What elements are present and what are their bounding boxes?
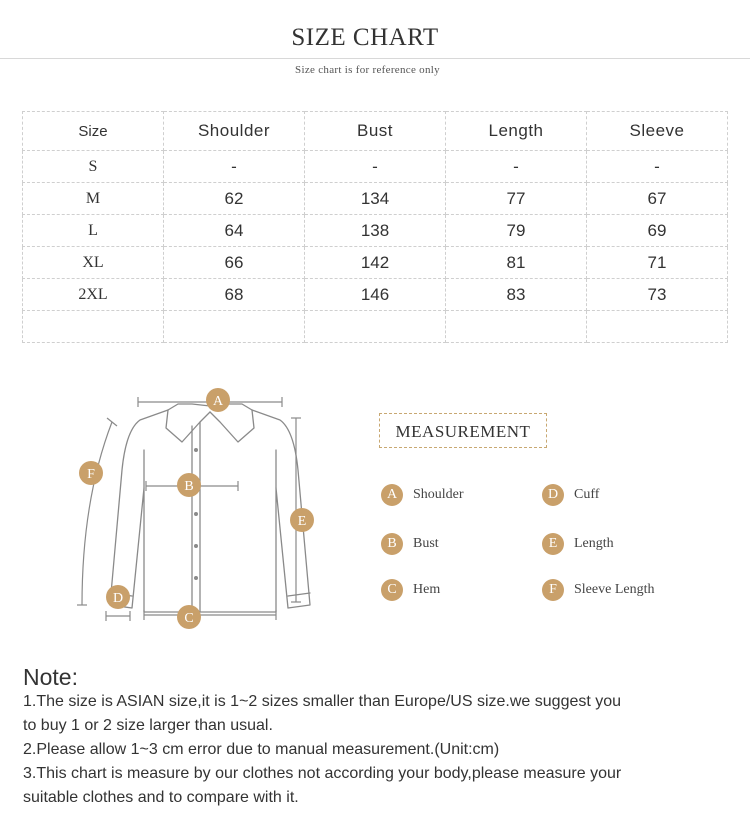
table-cell: 73 xyxy=(587,279,728,311)
table-cell: 68 xyxy=(164,279,305,311)
legend-badge: D xyxy=(542,484,564,506)
measurement-heading: MEASUREMENT xyxy=(379,413,547,448)
table-row xyxy=(23,183,728,215)
table-cell: 69 xyxy=(587,215,728,247)
table-cell: 62 xyxy=(164,183,305,215)
marker-e xyxy=(290,508,314,532)
note-line: suitable clothes and to compare with it. xyxy=(23,789,299,806)
title-divider xyxy=(0,58,750,59)
legend-badge: B xyxy=(381,533,403,555)
table-cell: 138 xyxy=(305,215,446,247)
legend-item-hem xyxy=(381,579,440,601)
page-subtitle: Size chart is for reference only xyxy=(295,64,440,76)
column-header-length: Length xyxy=(446,112,587,151)
table-row xyxy=(23,247,728,279)
shirt-buttons xyxy=(194,448,198,580)
table-cell: - xyxy=(446,151,587,183)
note-section xyxy=(23,664,723,810)
legend-item-bust xyxy=(381,533,439,555)
table-cell: 146 xyxy=(305,279,446,311)
svg-text:D: D xyxy=(112,591,124,606)
legend-badge: F xyxy=(542,579,564,601)
legend-item-sleeve-length xyxy=(542,579,654,601)
note-line: 2.Please allow 1~3 cm error due to manual measurement.(Unit:cm) xyxy=(23,741,500,758)
table-row-empty xyxy=(23,311,728,343)
table-cell: 64 xyxy=(164,215,305,247)
svg-text:A: A xyxy=(212,394,224,409)
legend-badge: C xyxy=(381,579,403,601)
legend-item-cuff xyxy=(542,484,599,506)
table-cell: 83 xyxy=(446,279,587,311)
table-row xyxy=(23,279,728,311)
table-cell: 2XL xyxy=(23,279,164,311)
table-row xyxy=(23,215,728,247)
note-line: to buy 1 or 2 size larger than usual. xyxy=(23,717,273,734)
legend-label: Length xyxy=(574,536,614,551)
measurement-lines xyxy=(77,397,301,621)
marker-b xyxy=(177,473,201,497)
table-cell: 67 xyxy=(587,183,728,215)
legend-item-length xyxy=(542,533,614,555)
note-line: 1.The size is ASIAN size,it is 1~2 sizes smaller than Europe/US size.we suggest you xyxy=(23,693,622,710)
shirt-outline xyxy=(110,404,310,612)
column-header-bust: Bust xyxy=(305,112,446,151)
column-header-shoulder: Shoulder xyxy=(164,112,305,151)
table-cell: 79 xyxy=(446,215,587,247)
legend-badge: E xyxy=(542,533,564,555)
column-header-size: Size xyxy=(23,112,164,151)
table-cell: 134 xyxy=(305,183,446,215)
table-cell: - xyxy=(305,151,446,183)
table-cell: - xyxy=(587,151,728,183)
table-cell: XL xyxy=(23,247,164,279)
table-cell: 142 xyxy=(305,247,446,279)
table-cell-empty xyxy=(23,311,164,343)
size-chart-table xyxy=(22,111,728,343)
table-cell: S xyxy=(23,151,164,183)
column-header-sleeve: Sleeve xyxy=(587,112,728,151)
legend-label: Hem xyxy=(413,582,441,597)
table-cell-empty xyxy=(587,311,728,343)
legend-label: Shoulder xyxy=(413,487,464,502)
table-row xyxy=(23,151,728,183)
note-heading: Note: xyxy=(23,664,78,690)
table-cell: 77 xyxy=(446,183,587,215)
table-header-row xyxy=(23,112,728,151)
legend-item-shoulder xyxy=(381,484,464,506)
table-cell-empty xyxy=(164,311,305,343)
svg-text:B: B xyxy=(184,479,194,494)
marker-d xyxy=(106,585,130,609)
table-cell: L xyxy=(23,215,164,247)
table-cell-empty xyxy=(446,311,587,343)
svg-text:C: C xyxy=(184,611,194,626)
marker-f xyxy=(79,461,103,485)
legend-badge: A xyxy=(381,484,403,506)
marker-a xyxy=(206,388,230,412)
table-cell: - xyxy=(164,151,305,183)
table-cell-empty xyxy=(305,311,446,343)
shirt-measurement-diagram xyxy=(60,380,360,640)
svg-text:E: E xyxy=(297,514,307,529)
note-line: 3.This chart is measure by our clothes not according your body,please measure your xyxy=(23,765,622,782)
table-cell: 66 xyxy=(164,247,305,279)
svg-text:F: F xyxy=(87,467,95,482)
page-title: SIZE CHART xyxy=(291,24,439,51)
table-cell: M xyxy=(23,183,164,215)
legend-label: Sleeve Length xyxy=(574,582,655,597)
table-cell: 81 xyxy=(446,247,587,279)
legend-label: Bust xyxy=(413,536,439,551)
table-cell: 71 xyxy=(587,247,728,279)
legend-label: Cuff xyxy=(574,487,600,502)
marker-c xyxy=(177,605,201,629)
